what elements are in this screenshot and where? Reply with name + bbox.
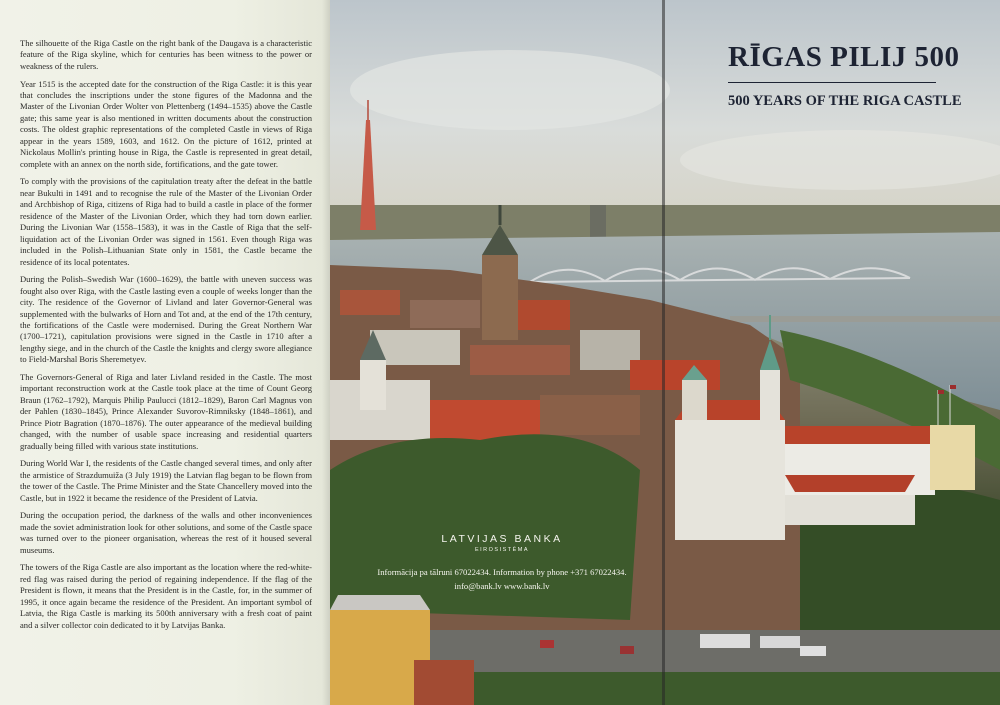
paragraph-world-war: During World War I, the residents of the Castle changed several times, and only after the armistice of Strazdumuiža (3 July 1919) the Latvian flag began to be flown from the tower of the Castle. The Prime Minister and the State Chancellery moved into the Castle, but in 1922 it became the residence of the President of Latvia.	[20, 458, 312, 503]
title-divider	[728, 82, 936, 83]
phone-info: Informācija pa tālruni 67022434. Information by phone +371 67022434.	[377, 567, 627, 577]
eurosystem-label: EIROSISTĒMA	[474, 547, 530, 553]
contact-info: info@bank.lv www.bank.lv	[454, 581, 550, 591]
fold-line	[662, 0, 665, 705]
car	[620, 646, 634, 654]
bank-logo-text: LATVIJAS BANKA	[441, 533, 563, 545]
bus	[700, 634, 750, 648]
page-title: RĪGAS PILIJ 500	[728, 41, 960, 73]
paragraph-occupation: During the occupation period, the darkness of the walls and other inconveniences made the soviet administration look for other solutions, and some of the Castle space was turned over to the pioneer organisation, whereas the rest of it housed several museums.	[20, 510, 312, 555]
paragraph-construction-date: Year 1515 is the accepted date for the construction of the Riga Castle: it is this year that concludes the inscriptions under the stone figures of the Madonna and the Master of the Livonian Order Wolter von Plettenberg (1494–1535) above the Castle gate; this same year is also mentioned in written documents about the construction costs. The oldest graphic representations of the completed Castle in views of Riga appear in the years 1589, 1603, and 1612. On the picture of 1612, printed at Nickolaus Mollin's printing house in Riga, the Castle is represented in great detail, complete with an annex on the north side, fortifications, and the gate tower.	[20, 78, 312, 169]
car	[540, 640, 554, 648]
van	[800, 646, 826, 656]
paragraph-polish-swedish-war: During the Polish–Swedish War (1600–1629), the battle with uneven success was fought also over Riga, with the Castle lasting even a couple of weeks longer than the city. The residence of the Governor of Livland and later Governor-General was supplemented with the bulwarks of Horn and Tot and, at the end of the 17th century, the fortifications of the Castle were modernised. During the Great Northern War (1700–1721), capitulation provisions were signed in the Castle in 1710 after a lengthy siege, and in the church of the Castle the knights and clergy swore allegiance to Field-Marshal Boris Sheremetyev.	[20, 274, 312, 365]
page-subtitle: 500 YEARS OF THE RIGA CASTLE	[728, 93, 962, 109]
bank-block	[370, 533, 634, 591]
paragraph-towers: The towers of the Riga Castle are also important as the location where the red-white-red flag was raised during the period of regaining independence. If the flag of the President is flown, it means that the President is in the Castle, for, in the summer of 1995, it once again became the residence of the President. An important symbol of Latvia, the Riga Castle is marking its 500th anniversary with a fresh coat of paint and a silver collector coin dedicated to it by Latvijas Banka.	[20, 562, 312, 630]
cloud	[350, 50, 670, 130]
paragraph-capitulation: To comply with the provisions of the capitulation treaty after the defeat in the battle near Bukulti in 1491 and to recognise the rule of the Master of the Livonian Order and Archbishop of Riga, citizens of Riga had to build a castle in place of the former residence of the Master of the Livonian Order, which they had torn down earlier. During the Livonian War (1558–1583), it was in the Castle of Riga that the self-liquidation act of the Livonian Order was signed in 1561. Even though Riga was included in the Polish–Lithuanian State only in 1581, the Castle became the residence of its local potentates.	[20, 176, 312, 267]
paragraph-governors: The Governors-General of Riga and later Livland resided in the Castle. The most important reconstruction work at the Castle took place at the time of Count Georg Braun (1762–1792), Marquis Philip Paulucci (1812–1829), Baron Carl Magnus von der Pahlen (1830–1845), Prince Alexander Suvorov-Rimniksky (1848–1861), and Prince Piotr Bagration (1870–1876). The outer appearance of the medieval building changed, with the number of usable space increasing and residential quarters gradually being filled with various state institutions.	[20, 371, 312, 451]
history-text-panel	[0, 0, 330, 705]
park-trees	[330, 434, 640, 620]
title-block	[728, 40, 962, 110]
paragraph-skyline: The silhouette of the Riga Castle on the right bank of the Daugava is a characteristic feature of the Riga skyline, which for centuries has been witness to the power or weakness of the rulers.	[20, 38, 312, 71]
bus	[760, 636, 800, 648]
